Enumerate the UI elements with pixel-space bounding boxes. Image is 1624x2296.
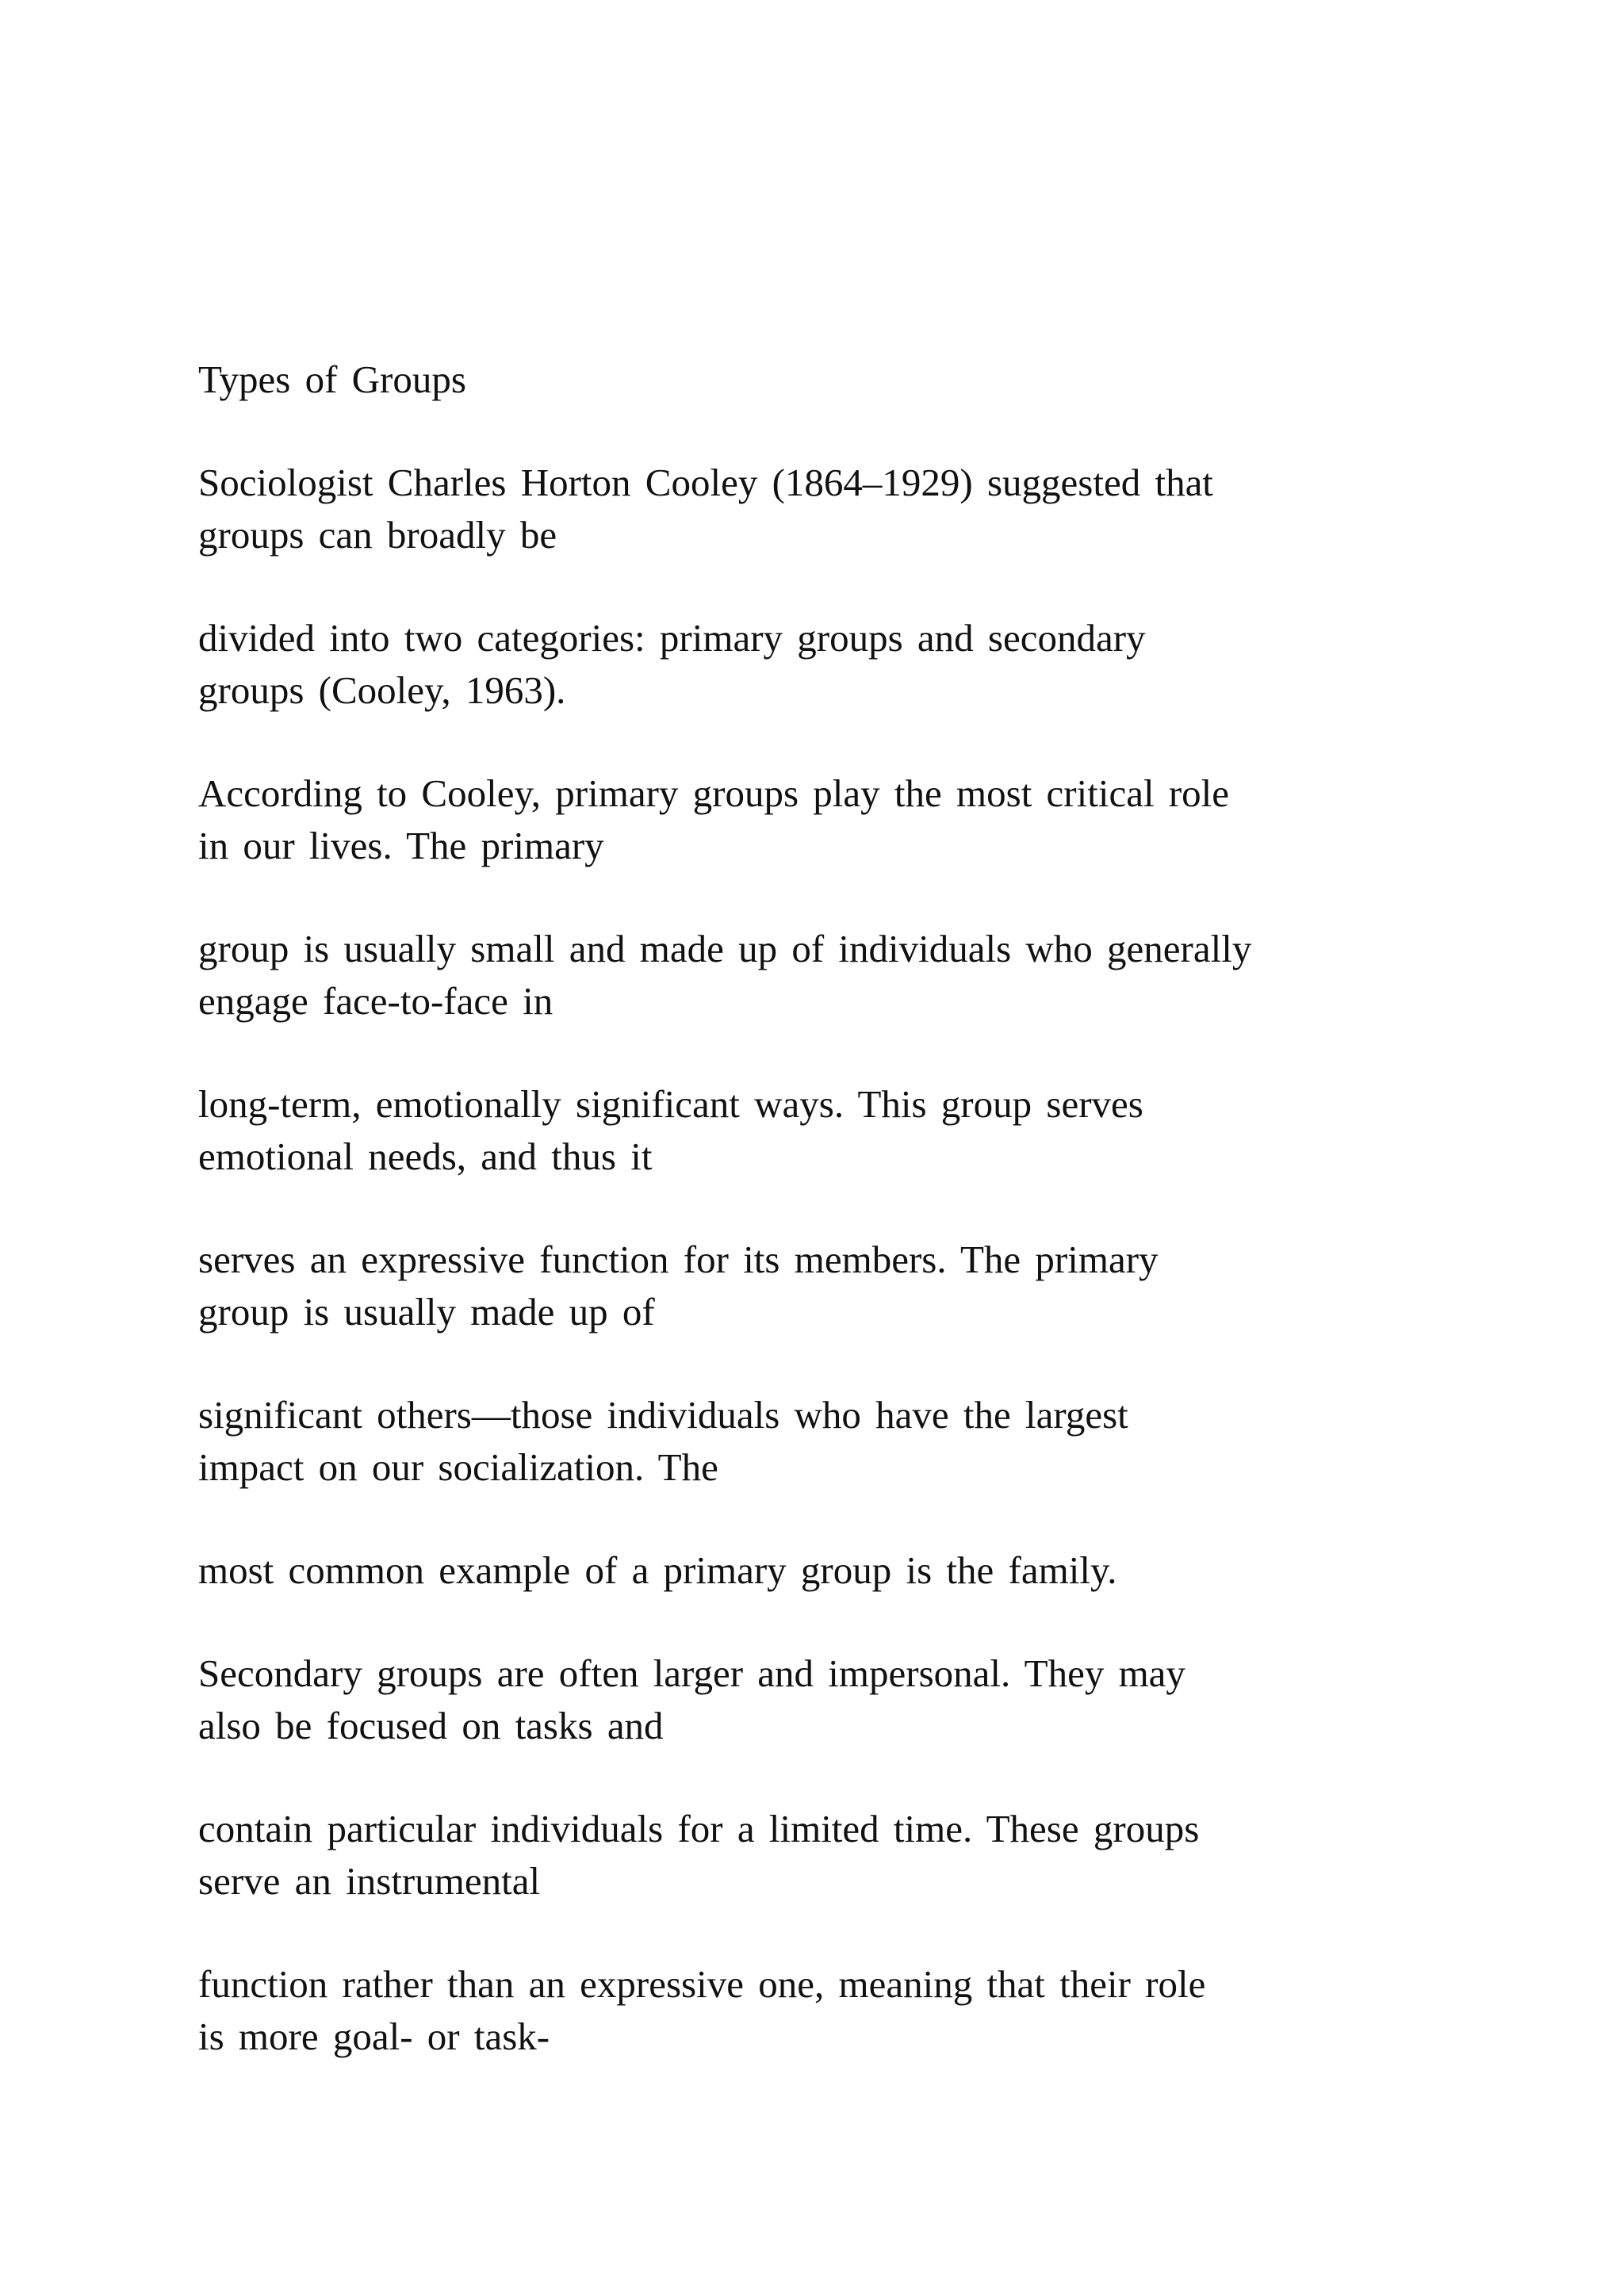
paragraph-line: serve an instrumental [198,1859,541,1903]
paragraph-line: engage face-to-face in [198,979,553,1023]
paragraph [198,1544,1546,1597]
paragraph [198,1803,1546,1908]
paragraph [198,1389,1546,1494]
paragraph-line: divided into two categories: primary groups and secondary [198,616,1146,660]
paragraph-line: contain particular individuals for a limited time. These groups [198,1807,1200,1850]
paragraph [198,1647,1546,1752]
paragraph-line: most common example of a primary group is the family. [198,1548,1117,1592]
paragraph [198,612,1546,717]
paragraph-line: group is usually small and made up of individuals who generally [198,927,1252,970]
paragraph-line: in our lives. The primary [198,824,604,867]
paragraph-line: groups can broadly be [198,513,557,557]
paragraph [198,767,1546,872]
paragraph-line: emotional needs, and thus it [198,1135,653,1178]
paragraph-line: is more goal- or task- [198,2015,550,2058]
paragraph-line: serves an expressive function for its members. The primary [198,1238,1159,1281]
paragraph-line: long-term, emotionally significant ways. This group serves [198,1082,1143,1126]
paragraph-line: function rather than an expressive one, meaning that their role [198,1962,1206,2006]
paragraph-line: Secondary groups are often larger and impersonal. They may [198,1651,1185,1695]
paragraph-line: significant others—those individuals who have the largest [198,1393,1128,1437]
paragraph [198,1234,1546,1338]
document-body [198,354,1546,2063]
paragraph [198,1958,1546,2063]
paragraph-line: group is usually made up of [198,1290,655,1334]
paragraph [198,457,1546,561]
paragraph-line: groups (Cooley, 1963). [198,668,566,712]
paragraph-line: also be focused on tasks and [198,1704,664,1747]
paragraph-line: According to Cooley, primary groups play the most critical role [198,771,1230,815]
paragraph [198,1078,1546,1183]
paragraph-line: Sociologist Charles Horton Cooley (1864–1929) suggested that [198,461,1213,504]
paragraph-line: impact on our socialization. The [198,1445,718,1489]
document-title: Types of Groups [198,358,466,401]
paragraph [198,923,1546,1027]
